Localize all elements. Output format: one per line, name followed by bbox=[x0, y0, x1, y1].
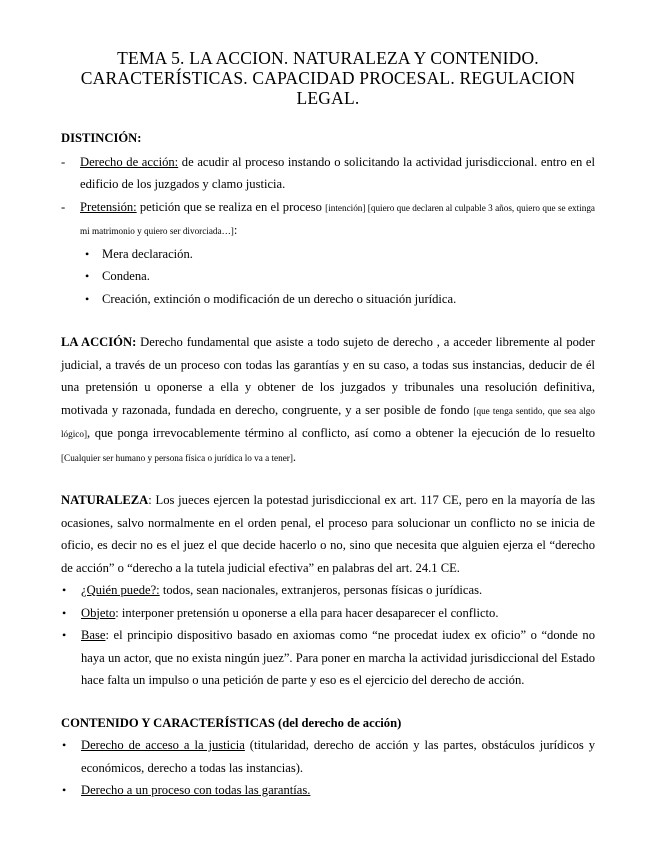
accion-text: , que ponga irrevocablemente término al conflicto, así como a obtener la ejecución de lo resuelto bbox=[87, 426, 595, 440]
dash-marker: - bbox=[61, 154, 66, 169]
distincion-item-pretension bbox=[61, 196, 595, 243]
term-text: de acudir al proceso instando o solicitando la actividad jurisdiccional. entro en el edificio de los juzgados y clamo justicia. bbox=[80, 154, 595, 191]
bullet-marker: • bbox=[62, 738, 67, 752]
term-text: petición que se realiza en el proceso bbox=[136, 199, 326, 214]
term-text: : el principio dispositivo basado en axiomas como “ne procedat iudex ex oficio” o “donde no haya un actor, que no exista ningún juez”. Para poner en marcha la actividad jurisdiccional del Estado hace falta un impulso o una petición de parte y eso es el ejercicio del derecho de acción. bbox=[81, 628, 595, 687]
section-accion bbox=[61, 331, 595, 469]
accion-text: . bbox=[292, 449, 297, 464]
list-item bbox=[61, 602, 595, 625]
naturaleza-paragraph bbox=[61, 489, 595, 579]
list-item-text: Mera declaración. bbox=[102, 246, 193, 261]
list-item bbox=[61, 779, 595, 802]
bullet-marker: • bbox=[62, 628, 67, 642]
contenido-list bbox=[61, 734, 595, 802]
list-item bbox=[85, 265, 595, 288]
bullet-marker: • bbox=[85, 246, 90, 261]
list-item-text: Condena. bbox=[102, 269, 150, 283]
list-item-text: Creación, extinción o modificación de un derecho o situación jurídica. bbox=[102, 291, 457, 306]
contenido-heading: CONTENIDO Y CARACTERÍSTICAS (del derecho de acción) bbox=[61, 715, 402, 730]
pretension-types-list bbox=[61, 243, 595, 311]
bullet-marker: • bbox=[62, 583, 67, 597]
term-label: Derecho de acción: bbox=[80, 154, 179, 169]
section-naturaleza bbox=[61, 489, 595, 692]
term-label: Derecho de acceso a la justicia bbox=[81, 738, 245, 752]
bullet-marker: • bbox=[62, 605, 67, 620]
distincion-heading: DISTINCIÓN: bbox=[61, 131, 142, 145]
distincion-list bbox=[61, 151, 595, 243]
section-distincion bbox=[61, 127, 595, 310]
naturaleza-list bbox=[61, 579, 595, 692]
distincion-item-accion bbox=[61, 151, 595, 196]
list-item bbox=[61, 624, 595, 692]
list-item bbox=[85, 243, 595, 266]
bullet-marker: • bbox=[62, 783, 67, 797]
accion-text: Derecho fundamental que asiste a todo sujeto de derecho , a acceder libremente al poder judicial, a través de un proceso con todas las garantías y en su caso, a todas sus instancias, deducir de él una pretensión u oponerse a ella y obtener de los juzgados y tribunales una resolución definitiva, motivada y razonada, fundada en derecho, congruente, y a ser posible de fondo bbox=[61, 335, 596, 417]
naturaleza-heading: NATURALEZA bbox=[61, 493, 149, 507]
note-text: [Cualquier ser humano y persona física o jurídica lo va a tener] bbox=[61, 452, 293, 463]
term-text: : interponer pretensión u oponerse a ella para hacer desaparecer el conflicto. bbox=[115, 605, 499, 620]
bullet-marker: • bbox=[85, 291, 90, 306]
term-label: Objeto bbox=[81, 605, 116, 620]
term-label: Base bbox=[81, 628, 106, 642]
naturaleza-text: : Los jueces ejercen la potestad jurisdiccional ex art. 117 CE, pero en la mayoría de las ocasiones, salvo normalmente en el orden penal, el proceso para solucionar un conflicto no se inicia de oficio, es decir no es el juez el que decide hacerlo o no, sino que necesita que alguien ejerza el “derecho de acción” o “derecho a la tutela judicial efectiva” en palabras del art. 24.1 CE. bbox=[61, 493, 595, 575]
term-label: Pretensión: bbox=[80, 199, 137, 214]
list-item bbox=[61, 734, 595, 779]
term-text: todos, sean nacionales, extranjeros, personas físicas o jurídicas. bbox=[159, 583, 483, 597]
dash-marker: - bbox=[61, 199, 66, 214]
term-text: (titularidad, derecho de acción y las partes, obstáculos jurídicos y económicos, derecho a todas las instancias). bbox=[81, 738, 596, 775]
note-text: [que tenga sentido, que sea algo lógico] bbox=[61, 405, 595, 439]
term-label: Derecho a un proceso con todas las garantías. bbox=[81, 783, 311, 797]
term-label: ¿Quién puede?: bbox=[81, 583, 160, 597]
page-title: TEMA 5. LA ACCION. NATURALEZA Y CONTENIDO. CARACTERÍSTICAS. CAPACIDAD PROCESAL. REGULACION LEGAL. bbox=[80, 48, 576, 108]
bullet-marker: • bbox=[85, 269, 90, 283]
accion-heading: LA ACCIÓN: bbox=[61, 335, 137, 349]
term-tail: : bbox=[233, 223, 238, 237]
list-item bbox=[85, 288, 595, 311]
note-text: [intención] [quiero que declaren al culpable 3 años, quiero que se extinga mi matrimonio y quiero ser divorciada…] bbox=[80, 202, 595, 236]
list-item bbox=[61, 579, 595, 602]
section-contenido bbox=[61, 712, 595, 802]
